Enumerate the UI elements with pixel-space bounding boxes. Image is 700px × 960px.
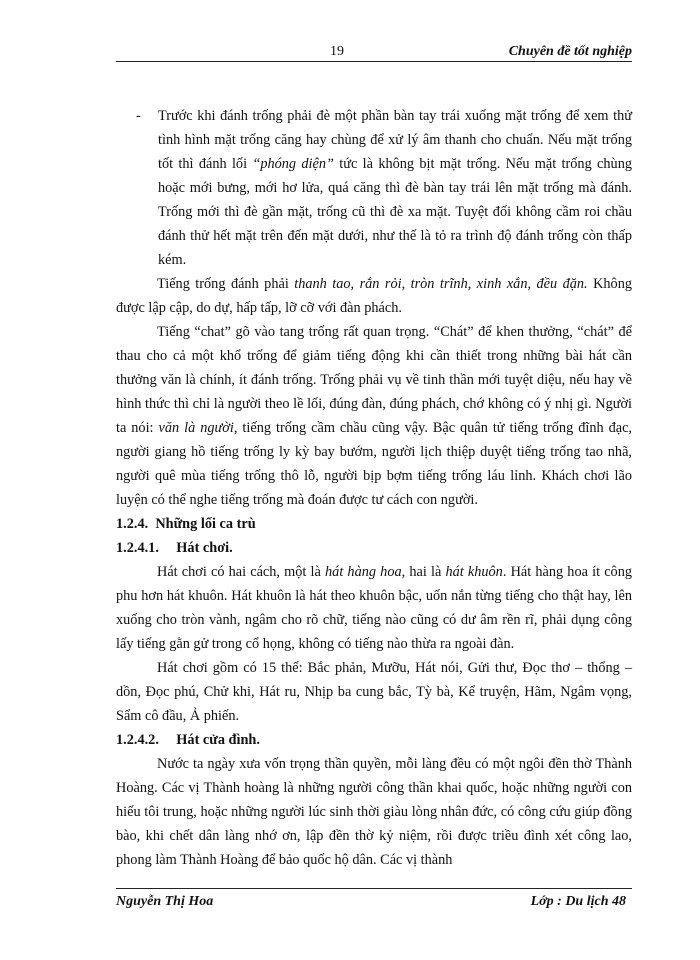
subsection-heading: 1.2.4.2. Hát cửa đình.	[116, 732, 260, 748]
paragraph: Hát chơi gồm có 15 thể: Bắc phản, Mưỡu, Hát nói, Gửi thư, Đọc thơ – thổng – dồn, Đọc phú, Chử khi, Hát ru, Nhịp ba cung bắc, Tỳ bà, Kể truyện, Hãm, Ngâm vọng, Sẩm cô đầu, Ả phiến.	[116, 660, 632, 724]
paragraph: Nước ta ngày xưa vốn trọng thần quyền, mỗi làng đều có một ngôi đền thờ Thành Hoàng. Các vị Thành hoàng là những người công thần khai quốc, hoặc những người con hiếu tôi trung, hoặc những người lúc sinh thời giàu lòng nhân đức, có công cứu giúp đồng bào, khi chết dân làng nhớ ơn, lập đền thờ kỷ niệm, rồi được triều đình xét công lao, phong làm Thành Hoàng để bảo quốc hộ dân. Các vị thành	[116, 756, 632, 868]
bullet-dash: -	[136, 108, 141, 124]
subsection-heading: 1.2.4.1. Hát chơi.	[116, 540, 233, 556]
footer-class: Lớp : Du lịch 48	[530, 894, 626, 909]
body-text	[116, 104, 632, 872]
paragraph: Hát chơi có hai cách, một là hát hàng hoa, hai là hát khuôn. Hát hàng hoa ít công phu hơn hát khuôn. Hát khuôn là hát theo khuôn bậc, uốn nắn từng tiếng cho thật hay, lên xuống cho tròn vành, ngâm cho rõ chữ, tiếng nào cũng có dư âm rền rĩ, phải dụng công lấy tiếng gằn gử trong cổ họng, không có tiếng nào thừa ra ngoài đàn.	[116, 564, 632, 652]
page-number: 19	[330, 44, 344, 59]
footer-author: Nguyễn Thị Hoa	[116, 894, 214, 909]
header-rule	[116, 61, 632, 62]
paragraph: Tiếng trống đánh phải thanh tao, rắn rỏi, tròn trĩnh, xinh xắn, đều đặn. Không được lập cập, do dự, hấp tấp, lỡ cỡ với đàn phách.	[116, 276, 633, 316]
bullet-paragraph: - Trước khi đánh trống phải đè một phần bàn tay trái xuống mặt trống để xem thử tình hình mặt trống căng hay chùng để xử lý âm thanh cho chuẩn. Nếu mặt trống tốt thì đánh lối “phóng diện” tức là không bịt mặt trống. Nếu mặt trống chùng hoặc mới bưng, mới hơ lửa, quá căng thì đè bàn tay trái lên mặt trống mà đánh. Trống mới thì đè gần mặt, trống cũ thì đè xa mặt. Tuyệt đối không cầm roi chầu đánh thử hết mặt trên đến mặt dưới, như thế là tỏ ra trình độ đánh trống còn thấp kém.	[116, 104, 632, 272]
paragraph: Tiếng “chat” gõ vào tang trống rất quan trọng. “Chát” để khen thưởng, “chát” để thau cho cả một khổ trống để giảm tiếng động khi cần thiết trong những bài hát cần thưởng văn là chính, ít đánh trống. Trống phải vụ về tinh thần mới tuyệt diệu, nếu hay về hình thức thì chỉ là người theo lề lối, đúng đàn, đúng phách, chớ không có ý nhị gì. Người ta nói: văn là người, tiếng trống cầm chầu cũng vậy. Bậc quân tử tiếng trống đĩnh đạc, người giang hồ tiếng trống ly kỳ bay bướm, người lịch thiệp duyệt tiếng trống tao nhã, người quê mùa tiếng trống thô lỗ, người bịp bợm tiếng trống láu lỉnh. Khách chơi lão luyện có thể nghe tiếng trống mà đoán được tư cách con người.	[116, 324, 632, 508]
header-title: Chuyên đề tốt nghiệp	[508, 44, 632, 59]
footer-rule	[116, 888, 632, 889]
section-heading: 1.2.4. Những lối ca trù	[116, 516, 256, 532]
